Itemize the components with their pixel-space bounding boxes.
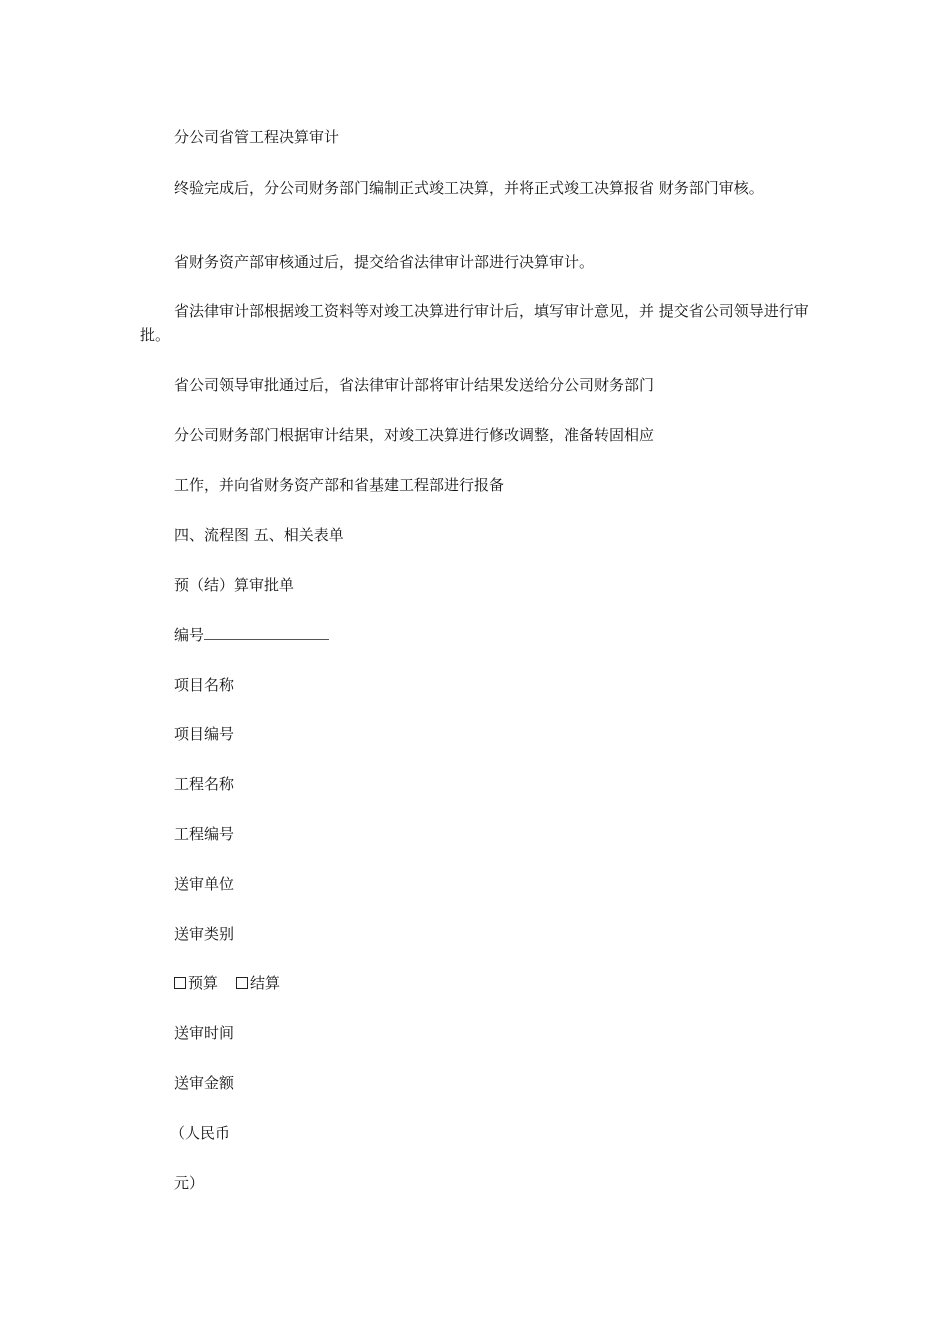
field-submission-time: 送审时间 [174,1024,235,1042]
settlement-option-label: 结算 [250,974,281,992]
budget-checkbox[interactable] [174,977,186,989]
form-number-row [174,623,329,647]
paragraph-finance-review: 省财务资产部审核通过后，提交给省法律审计部进行决算审计。 [174,253,595,271]
paragraph-final-acceptance: 终验完成后，分公司财务部门编制正式竣工决算，并将正式竣工决算报省 财务部门审核。 [174,179,764,197]
field-submitting-unit: 送审单位 [174,875,235,893]
field-submission-type: 送审类别 [174,925,235,943]
field-engineering-name: 工程名称 [174,775,235,793]
field-project-name: 项目名称 [174,676,235,694]
budget-option-label: 预算 [188,974,219,992]
form-number-label: 编号 [174,626,205,644]
form-number-blank [204,624,329,640]
field-project-number: 项目编号 [174,725,235,743]
paragraph-report: 工作，并向省财务资产部和省基建工程部进行报备 [174,476,505,494]
currency-close: 元） [174,1174,205,1192]
section-heading-audit: 分公司省管工程决算审计 [174,128,340,146]
currency-open: （人民币 [170,1124,231,1142]
submission-type-options [174,971,280,995]
settlement-checkbox[interactable] [236,977,248,989]
paragraph-leader-approval: 省公司领导审批通过后，省法律审计部将审计结果发送给分公司财务部门 [174,376,655,394]
field-submission-amount: 送审金额 [174,1074,235,1092]
paragraph-adjustment: 分公司财务部门根据审计结果，对竣工决算进行修改调整，准备转固相应 [174,426,655,444]
field-engineering-number: 工程编号 [174,825,235,843]
paragraph-legal-audit: 省法律审计部根据竣工资料等对竣工决算进行审计后，填写审计意见，并 提交省公司领导进行审批。 [140,302,809,344]
form-title: 预（结）算审批单 [174,576,295,594]
section-heading-flowchart-forms: 四、流程图 五、相关表单 [174,526,344,544]
